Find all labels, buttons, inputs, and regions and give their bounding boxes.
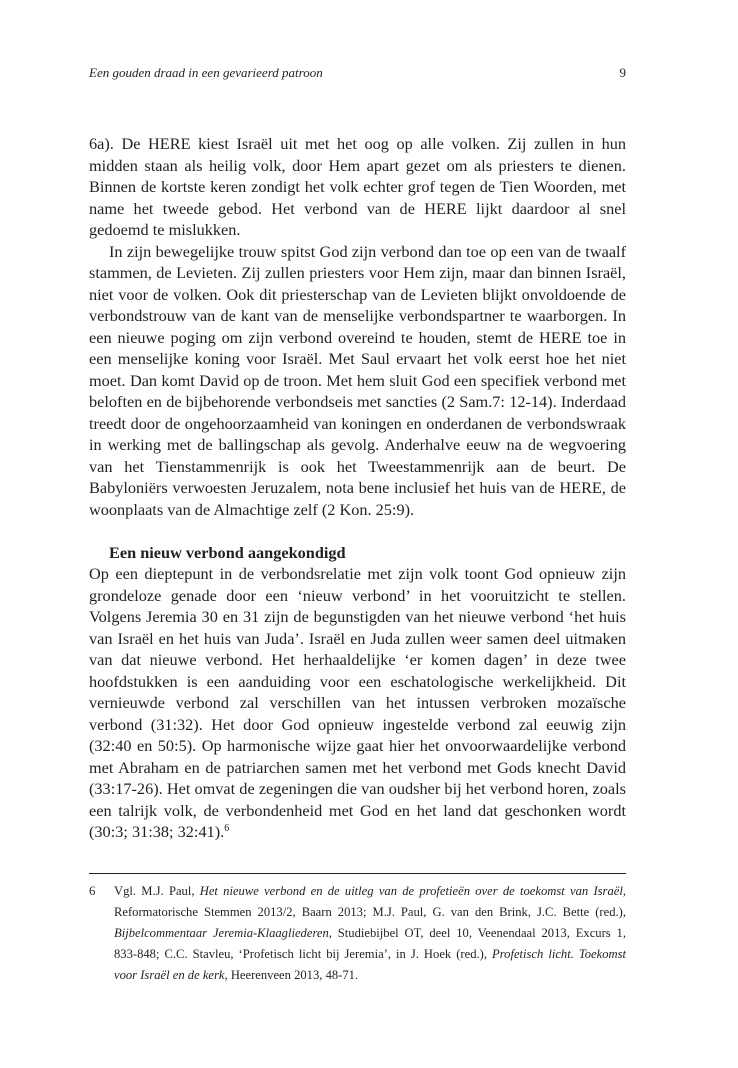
body-text <box>89 133 626 843</box>
footnote-reference[interactable]: 6 <box>224 823 230 834</box>
footnote-number: 6 <box>89 884 96 898</box>
running-head-title: Een gouden draad in een gevarieerd patroon <box>89 65 323 80</box>
section-paragraph <box>89 563 626 843</box>
footnote-title-paul: Het nieuwe verbond en de uitleg van de profetieën over de toekomst van Israël <box>199 884 623 898</box>
footnote-seg-5: Studiebijbel OT, deel 10, Veenendaal 2013, Excurs 1, 833-848; C.C. Stavleu, ‘Profetisch licht bij Jeremia’, in J. Hoek (red.), <box>114 926 626 961</box>
footnote-text <box>114 881 626 986</box>
footnote-title-commentary: Bijbelcommentaar Jeremia-Klaagliederen, <box>114 926 332 940</box>
paragraph-levieten: In zijn bewegelijke trouw spitst God zijn verbond dan toe op een van de twaalf stammen, de Levieten. Zij zullen priesters voor Hem zijn, maar dan binnen Israël, niet voor de volken. Ook dit priesterschap van de Levieten blijkt onvoldoende de verbondstrouw van de kant van de menselijke verbondspartner te waarborgen. In een nieuwe poging om zijn verbond overeind te houden, stemt de HERE toe in een menselijke koning voor Israël. Met Saul ervaart het volk eerst hoe het niet moet. Dan komt David op de troon. Met hem sluit God een specifiek verbond met beloften en de bijbehorende verbondseis met sancties (2 Sam.7: 12-14). Inderdaad treedt door de ongehoorzaamheid van koningen en onderdanen de verbondswraak in werking met de ballingschap als gevolg. Anderhalve eeuw na de wegvoering van het Tienstammenrijk is ook het Tweestammenrijk aan de beurt. De Babyloniërs verwoesten Jeruzalem, nota bene inclusief het huis van de HERE, de woonplaats van de Almachtige zelf (2 Kon. 25:9). <box>89 241 626 519</box>
footnote-seg-3: , Reformatorische Stemmen 2013/2, Baarn 2013; M.J. Paul, G. van den Brink, J.C. Bette (red.), <box>114 884 626 919</box>
running-head <box>89 63 626 83</box>
footnote <box>89 881 626 986</box>
footnote-seg-1: Vgl. M.J. Paul, <box>114 884 200 898</box>
footnote-divider <box>89 873 626 874</box>
footnote-seg-7: , Heerenveen 2013, 48-71. <box>224 968 359 982</box>
footnote-title-profetisch: Profetisch licht. Toekomst voor Israël en de kerk <box>114 947 626 982</box>
page-number: 9 <box>619 65 626 80</box>
paragraph-continuation: 6a). De HERE kiest Israël uit met het oog op alle volken. Zij zullen in hun midden staan als heilig volk, door Hem apart gezet om als priesters te dienen. Binnen de kortste keren zondigt het volk echter grof tegen de Tien Woorden, met name het tweede gebod. Het verbond van de HERE lijkt daardoor al snel gedoemd te mislukken. <box>89 134 626 239</box>
section-heading: Een nieuw verbond aangekondigd <box>109 542 346 562</box>
section-paragraph-text: Op een dieptepunt in de verbondsrelatie met zijn volk toont God opnieuw zijn grondeloze genade door een ‘nieuw verbond’ in het vooruitzicht te stellen. Volgens Jeremia 30 en 31 zijn de begunstigden van het nieuwe verbond ‘het huis van Israël en het huis van Juda’. Israël en Juda zullen weer samen deel uitmaken van dat nieuwe verbond. Het herhaaldelijke ‘er komen dagen’ in deze twee hoofdstukken is een aanduiding voor een eschatologische werkelijkheid. Dit vernieuwde verbond zal verschillen van het intussen verbroken mozaïsche verbond (31:32). Het door God opnieuw ingestelde verbond zal eeuwig zijn (32:40 en 50:5). Op harmonische wijze gaat hier het onvoorwaardelijke verbond met Abraham en de patriarchen samen met het verbond met Gods knecht David (33:17-26). Het omvat de zegeningen die van oudsher bij het verbond horen, zoals een talrijk volk, de verbondenheid met God en het land dat geschonken wordt (30:3; 31:38; 32:41). <box>89 564 626 841</box>
